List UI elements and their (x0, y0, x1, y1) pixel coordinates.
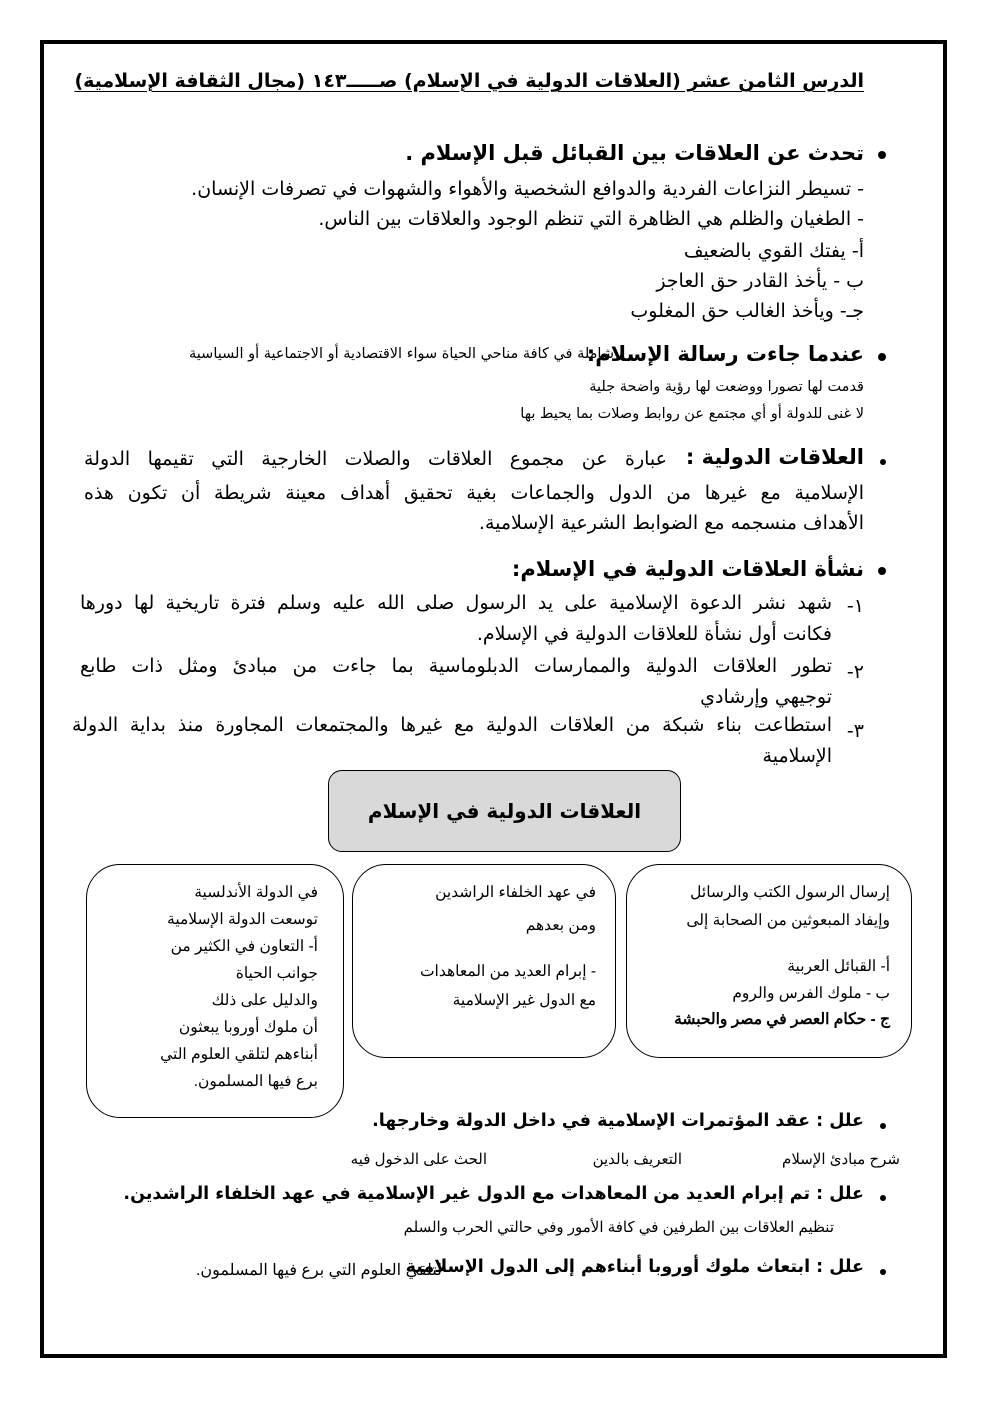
bullet (878, 353, 886, 361)
tribes-line-1: - تسيطر النزاعات الفردية والدوافع الشخصية والأهواء والشهوات في تصرفات الإنسان. (191, 178, 864, 200)
intl-relations-def-line-1: عبارة عن مجموع العلاقات والصلات الخارجية التي تقيمها الدولة (84, 448, 667, 470)
messengers-item-c: ج - حكام العصر في مصر والحبشة (674, 1011, 890, 1028)
conferences-answer-1: شرح مبادئ الإسلام (782, 1151, 900, 1168)
andalusia-line-1: في الدولة الأندلسية (194, 884, 318, 901)
messengers-line-1: إرسال الرسول الكتب والرسائل (690, 884, 890, 901)
question-treaties: علل : تم إبرام العديد من المعاهدات مع الدول غير الإسلامية في عهد الخلفاء الراشدين. (123, 1184, 864, 1204)
intl-relations-def-line-2: الإسلامية مع غيرها من الدول والجماعات بغية تحقيق أهداف معينة شريطة أن تكون هذه (84, 482, 864, 504)
islam-message-line-3: لا غنى للدولة أو أي مجتمع عن روابط وصلات بما يحيط بها (520, 406, 864, 422)
andalusia-line-7: أبناءهم لتلقي العلوم التي (160, 1046, 318, 1063)
origin-number-2: ٢- (846, 661, 864, 683)
question-conferences: علل : عقد المؤتمرات الإسلامية في داخل الدولة وخارجها. (372, 1111, 864, 1131)
tribes-item-a: أ- يفتك القوي بالضعيف (683, 240, 864, 262)
tribes-item-c: جـ- ويأخذ الغالب حق المغلوب (630, 300, 864, 322)
andalusia-line-6: أن ملوك أوروبا يبعثون (178, 1019, 318, 1036)
tribes-line-2: - الطغيان والظلم هي الظاهرة التي تنظم الوجود والعلاقات بين الناس. (318, 208, 864, 230)
messengers-line-2: وإيفاد المبعوثين من الصحابة إلى (686, 912, 890, 929)
europe-kings-answer: لتلقي العلوم التي برع فيها المسلمون. (195, 1262, 442, 1279)
conferences-answer-2: التعريف بالدين (592, 1151, 682, 1168)
caliphs-line-3: - إبرام العديد من المعاهدات (419, 963, 596, 980)
origin-point-2-line-2: توجيهي وإرشادي (700, 686, 832, 708)
islam-message-line-2: قدمت لها تصورا ووضعت لها رؤية واضحة جلية (589, 379, 864, 395)
islam-message-line-1: شاملة في كافة مناحي الحياة سواء الاقتصادية أو الاجتماعية أو السياسية (189, 346, 614, 362)
andalusia-line-3: أ- التعاون في الكثير من (170, 938, 318, 955)
bullet (880, 459, 886, 465)
lesson-title: الدرس الثامن عشر (العلاقات الدولية في الإسلام) صـــــ١٤٣ (مجال الثقافة الإسلامية) (74, 70, 864, 92)
section-heading-origin: نشأة العلاقات الدولية في الإسلام: (511, 557, 864, 581)
diagram-title: العلاقات الدولية في الإسلام (367, 799, 642, 823)
caliphs-line-1: في عهد الخلفاء الراشدين (435, 884, 596, 901)
intl-relations-def-line-3: الأهداف منسجمه مع الضوابط الشرعية الإسلامية. (478, 512, 864, 534)
bullet (880, 1195, 886, 1201)
origin-point-1-line-2: فكانت أول نشأة للعلاقات الدولية في الإسلام. (476, 623, 832, 645)
diagram-title-box (328, 770, 681, 852)
origin-point-3-line-2: الإسلامية (762, 745, 832, 767)
caliphs-line-4: مع الدول غير الإسلامية (452, 992, 596, 1009)
origin-number-3: ٣- (846, 720, 864, 742)
bullet (878, 151, 886, 159)
section-heading-intl-relations: العلاقات الدولية : (685, 445, 864, 469)
caliphs-line-2: ومن بعدهم (525, 917, 596, 934)
origin-point-2-line-1: تطور العلاقات الدولية والممارسات الدبلوماسية بما جاءت من مبادئ ومثل ذات طابع (80, 655, 832, 677)
messengers-item-a: أ- القبائل العربية (787, 958, 890, 975)
bullet (880, 1123, 886, 1129)
conferences-answer-3: الحث على الدخول فيه (350, 1151, 487, 1168)
andalusia-line-2: توسعت الدولة الإسلامية (167, 911, 318, 928)
section-heading-islam-message: عندما جاءت رسالة الإسلام: (586, 342, 864, 366)
origin-point-3-line-1: استطاعت بناء شبكة من العلاقات الدولية مع غيرها والمجتمعات المجاورة منذ بداية الدولة (72, 714, 832, 736)
question-europe-kings: علل : ابتعاث ملوك أوروبا أبناءهم إلى الدول الإسلامية (405, 1257, 864, 1277)
andalusia-line-8: برع فيها المسلمون. (193, 1073, 318, 1090)
bullet (878, 567, 886, 575)
andalusia-line-4: جوانب الحياة (235, 965, 318, 982)
tribes-item-b: ب - يأخذ القادر حق العاجز (656, 270, 864, 292)
origin-point-1-line-1: شهد نشر الدعوة الإسلامية على يد الرسول صلى الله عليه وسلم فترة تاريخية لها دورها (80, 592, 832, 614)
origin-number-1: ١- (846, 595, 864, 617)
bullet (880, 1269, 886, 1275)
andalusia-line-5: والدليل على ذلك (211, 992, 318, 1009)
treaties-answer: تنظيم العلاقات بين الطرفين في كافة الأمور وفي حالتي الحرب والسلم (403, 1219, 834, 1236)
section-heading-tribes: تحدث عن العلاقات بين القبائل قبل الإسلام . (405, 141, 864, 165)
messengers-item-b: ب - ملوك الفرس والروم (732, 985, 890, 1002)
